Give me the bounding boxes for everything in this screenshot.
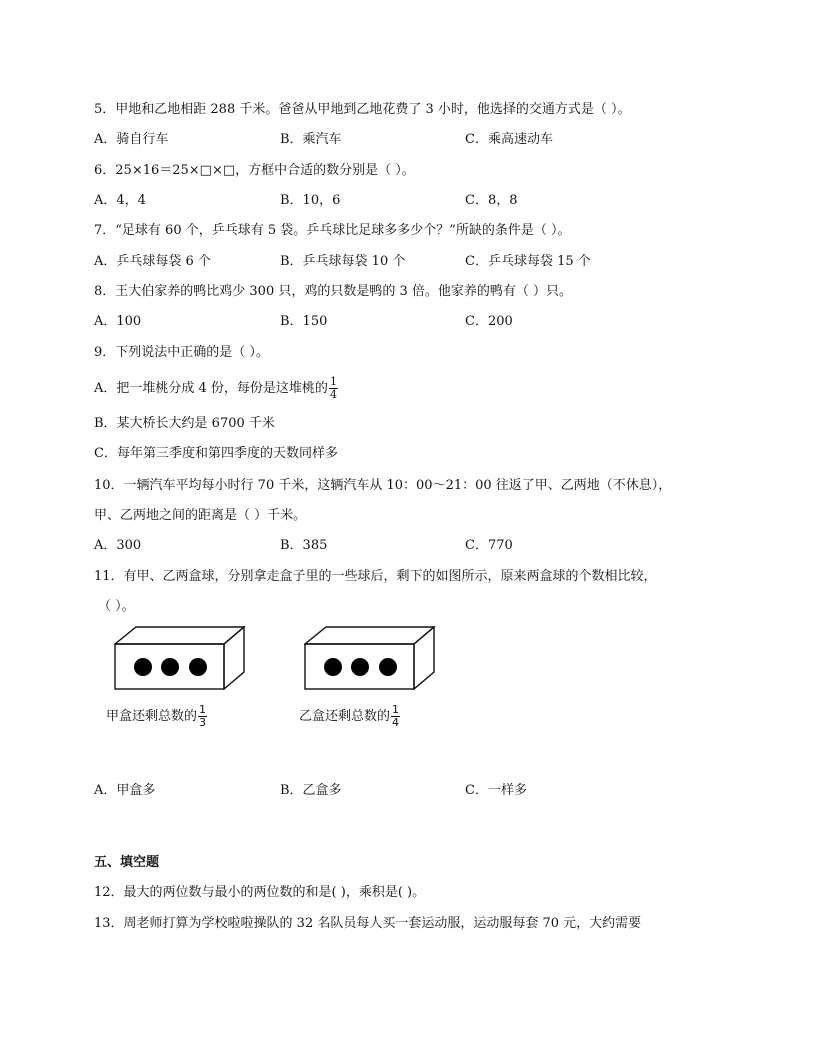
question-5-stem: 5．甲地和乙地相距 288 千米。爸爸从甲地到乙地花费了 3 小时，他选择的交通方式是（ ）。: [94, 102, 631, 117]
box-b-top-face: [305, 627, 434, 644]
question-9-option-b: B．某大桥长大约是 6700 千米: [94, 416, 275, 431]
question-7-stem: 7．“足球有 60 个，乒乓球有 5 袋。乒乓球比足球多多少个？”所缺的条件是（ ）。: [94, 223, 571, 238]
box-b-figure: [304, 626, 436, 690]
ball: [379, 658, 397, 676]
fraction: [391, 704, 400, 729]
fraction-numerator: 1: [329, 375, 337, 388]
ball: [351, 658, 369, 676]
question-10-option-a: A．300: [94, 538, 142, 553]
box-a-caption: [106, 704, 207, 729]
question-9-stem: 9．下列说法中正确的是（ ）。: [94, 345, 269, 360]
question-9-option-a-text: A．把一堆桃分成 4 份，每份是这堆桃的: [94, 381, 328, 396]
question-7-option-a: A．乒乓球每袋 6 个: [94, 254, 211, 269]
box-a-caption-text: 甲盒还剩总数的: [106, 709, 198, 724]
question-12-stem: 12．最大的两位数与最小的两位数的和是( )，乘积是( )。: [94, 885, 426, 900]
question-6-option-b: B．10，6: [280, 193, 341, 208]
ball: [324, 658, 342, 676]
question-5-option-b: B．乘汽车: [280, 132, 342, 147]
fraction-denominator: 3: [199, 716, 207, 729]
fraction: [198, 704, 207, 729]
question-6-option-a: A．4，4: [94, 193, 146, 208]
question-11-stem-line-1: 11．有甲、乙两盒球，分别拿走盒子里的一些球后，剩下的如图所示，原来两盒球的个数相比较，: [94, 569, 657, 584]
box-b-caption-text: 乙盒还剩总数的: [299, 709, 391, 724]
fraction-denominator: 4: [329, 388, 337, 401]
box-b-side-face: [414, 627, 434, 689]
ball: [189, 658, 207, 676]
fraction-numerator: 1: [392, 703, 400, 716]
fraction: [329, 376, 338, 401]
question-5-option-c: C．乘高速动车: [465, 132, 553, 147]
question-11-option-c: C．一样多: [465, 783, 527, 798]
question-9-option-a: [94, 376, 338, 401]
box-b-caption: [299, 704, 400, 729]
question-7-option-c: C．乒乓球每袋 15 个: [465, 254, 591, 269]
question-9-option-c: C．每年第三季度和第四季度的天数同样多: [94, 446, 338, 461]
question-8-option-b: B．150: [280, 314, 328, 329]
question-10-stem-line-1: 10．一辆汽车平均每小时行 70 千米，这辆汽车从 10：00～21：00 往返了甲、乙两地（不休息），: [94, 478, 672, 493]
box-a-side-face: [224, 627, 244, 689]
question-7-option-b: B．乒乓球每袋 10 个: [280, 254, 406, 269]
ball: [134, 658, 152, 676]
box-a-figure: [114, 626, 246, 690]
box-a-top-face: [115, 627, 244, 644]
fraction-denominator: 4: [392, 716, 400, 729]
question-10-stem-line-2: 甲、乙两地之间的距离是（ ）千米。: [94, 508, 307, 523]
question-8-option-a: A．100: [94, 314, 142, 329]
question-10-option-b: B．385: [280, 538, 328, 553]
section-5-title: 五、填空题: [94, 855, 160, 870]
ball: [161, 658, 179, 676]
question-11-stem-line-2: （ ）。: [98, 599, 135, 614]
question-5-option-a: A．骑自行车: [94, 132, 169, 147]
question-8-option-c: C．200: [465, 314, 513, 329]
question-13-stem: 13．周老师打算为学校啦啦操队的 32 名队员每人买一套运动服，运动服每套 70 元，大约需要: [94, 916, 642, 931]
fraction-numerator: 1: [199, 703, 207, 716]
question-6-stem: 6．25×16＝25×□×□，方框中合适的数分别是（ ）。: [94, 163, 415, 178]
question-11-option-b: B．乙盒多: [280, 783, 342, 798]
question-11-option-a: A．甲盒多: [94, 783, 156, 798]
question-6-option-c: C．8，8: [465, 193, 518, 208]
question-8-stem: 8．王大伯家养的鸭比鸡少 300 只，鸡的只数是鸭的 3 倍。他家养的鸭有（ ）只。: [94, 284, 573, 299]
question-10-option-c: C．770: [465, 538, 513, 553]
